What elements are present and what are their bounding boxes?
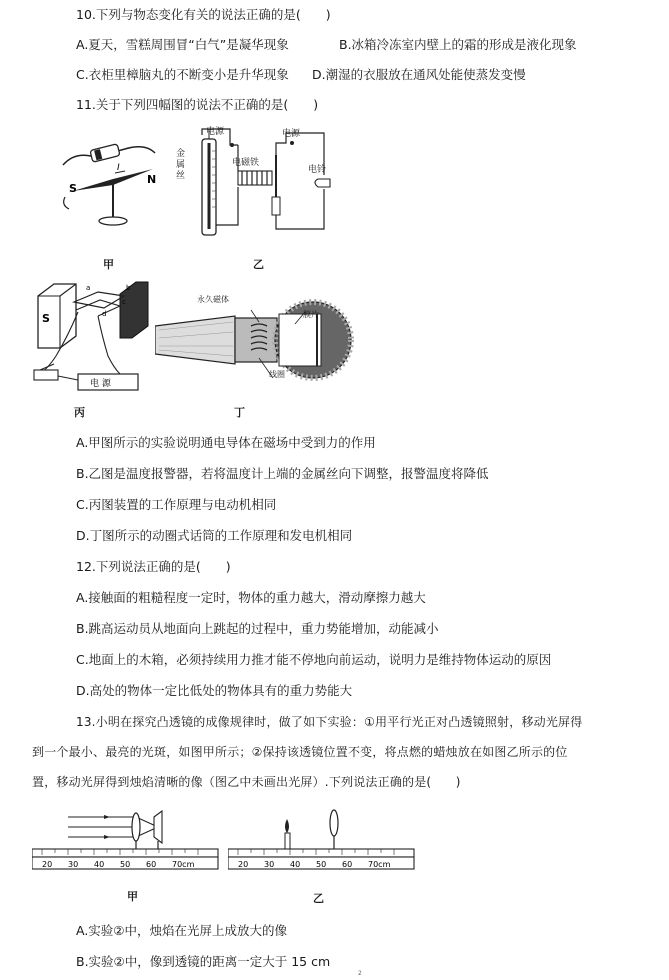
battery-shape xyxy=(90,144,120,162)
svg-text:20: 20 xyxy=(42,860,53,869)
q11-figure-ding xyxy=(155,288,355,388)
q11-figure-bing xyxy=(28,276,158,396)
label-n: N xyxy=(147,173,157,186)
q13-stem-line-2: 到一个最小、最亮的光斑，如图甲所示；②保持该透镜位置不变，将点燃的蜡烛放在如图乙所示的位 xyxy=(32,745,568,759)
rotation-arrow-icon xyxy=(64,197,69,209)
svg-text:a: a xyxy=(86,284,91,292)
q11-option-d: D.丁图所示的动圈式话筒的工作原理和发电机相同 xyxy=(76,528,353,543)
label-bell: 电铃 xyxy=(308,165,327,175)
svg-text:50: 50 xyxy=(120,860,131,869)
q13-stem-line-1: 13.小明在探究凸透镜的成像规律时，做了如下实验：①用平行光正对凸透镜照射，移动光屏得 xyxy=(76,715,583,729)
q11-caption-yi: 乙 xyxy=(253,258,264,271)
q12-option-a: A.接触面的粗糙程度一定时，物体的重力越大，滑动摩擦力越大 xyxy=(76,590,426,605)
optical-bench-shape xyxy=(228,849,414,857)
page-number: 2 xyxy=(358,970,362,977)
svg-text:70cm: 70cm xyxy=(368,860,391,869)
label-s: S xyxy=(69,182,77,195)
svg-text:60: 60 xyxy=(342,860,353,869)
svg-text:60: 60 xyxy=(146,860,157,869)
bell-icon xyxy=(315,179,330,187)
q11-caption-jia: 甲 xyxy=(103,258,114,271)
q13-figure-jia xyxy=(32,805,222,875)
label-coil: 线圈 xyxy=(269,370,285,379)
q12-stem: 12.下列说法正确的是( ) xyxy=(76,559,231,574)
switch-shape xyxy=(34,370,58,380)
svg-text:20: 20 xyxy=(238,860,249,869)
q12-option-b: B.跳高运动员从地面向上跳起的过程中，重力势能增加，动能减小 xyxy=(76,621,439,636)
lens-shape xyxy=(132,813,140,841)
optical-bench-shape xyxy=(32,849,218,857)
label-power-2: 电源 xyxy=(282,129,301,139)
svg-text:b: b xyxy=(126,284,131,292)
q10-option-d: D.潮湿的衣服放在通风处能使蒸发变慢 xyxy=(312,67,526,82)
svg-text:d: d xyxy=(102,310,107,318)
q13-option-a: A.实验②中，烛焰在光屏上成放大的像 xyxy=(76,923,288,938)
q11-option-c: C.丙图装置的工作原理与电动机相同 xyxy=(76,497,277,512)
svg-text:40: 40 xyxy=(94,860,105,869)
lens-shape xyxy=(330,810,338,836)
label-diaphragm: 膜片 xyxy=(303,310,319,319)
q11-figure-jia xyxy=(55,135,170,240)
candle-flame-icon xyxy=(285,819,289,833)
q11-option-a: A.甲图所示的实验说明通电导体在磁场中受到力的作用 xyxy=(76,435,376,450)
q11-caption-bing: 丙 xyxy=(74,406,85,419)
q10-option-a: A.夏天，雪糕周围冒“白气”是凝华现象 xyxy=(76,37,289,52)
q12-option-d: D.高处的物体一定比低处的物体具有的重力势能大 xyxy=(76,683,353,698)
q13-figure-yi xyxy=(228,805,418,875)
svg-text:50: 50 xyxy=(316,860,327,869)
q10-stem: 10.下列与物态变化有关的说法正确的是( ) xyxy=(76,7,331,22)
label-electromagnet: 电磁铁 xyxy=(232,158,260,168)
q12-option-c: C.地面上的木箱，必须持续用力推才能不停地向前运动，说明力是维持物体运动的原因 xyxy=(76,652,552,667)
q11-option-b: B.乙图是温度报警器，若将温度计上端的金属丝向下调整，报警温度将降低 xyxy=(76,466,489,481)
label-s: S xyxy=(42,312,50,325)
q13-option-b: B.实验②中，像到透镜的距离一定大于 15 cm xyxy=(76,954,331,969)
q10-option-b: B.冰箱冷冻室内壁上的霜的形成是液化现象 xyxy=(339,37,577,52)
q13-caption-yi: 乙 xyxy=(313,892,324,905)
q11-caption-ding: 丁 xyxy=(234,406,245,419)
q11-figure-yi xyxy=(172,125,332,245)
label-power: 电 源 xyxy=(90,379,111,389)
q13-stem-line-3: 置，移动光屏得到烛焰清晰的像（图乙中未画出光屏）.下列说法正确的是( ) xyxy=(32,775,461,789)
svg-text:30: 30 xyxy=(68,860,79,869)
screen-shape xyxy=(154,811,162,843)
label-power-1: 电源 xyxy=(206,127,225,137)
svg-text:40: 40 xyxy=(290,860,301,869)
candle-shape xyxy=(285,833,290,849)
label-metal-wire: 金 属 丝 xyxy=(176,149,186,181)
label-permanent-magnet: 永久磁体 xyxy=(197,295,229,304)
q13-caption-jia: 甲 xyxy=(127,890,138,903)
svg-text:c: c xyxy=(122,298,126,306)
q11-stem: 11.关于下列四幅图的说法不正确的是( ) xyxy=(76,97,319,112)
svg-text:30: 30 xyxy=(264,860,275,869)
svg-text:70cm: 70cm xyxy=(172,860,195,869)
q10-option-c: C.衣柜里樟脑丸的不断变小是升华现象 xyxy=(76,67,289,82)
label-i: I xyxy=(117,163,120,173)
